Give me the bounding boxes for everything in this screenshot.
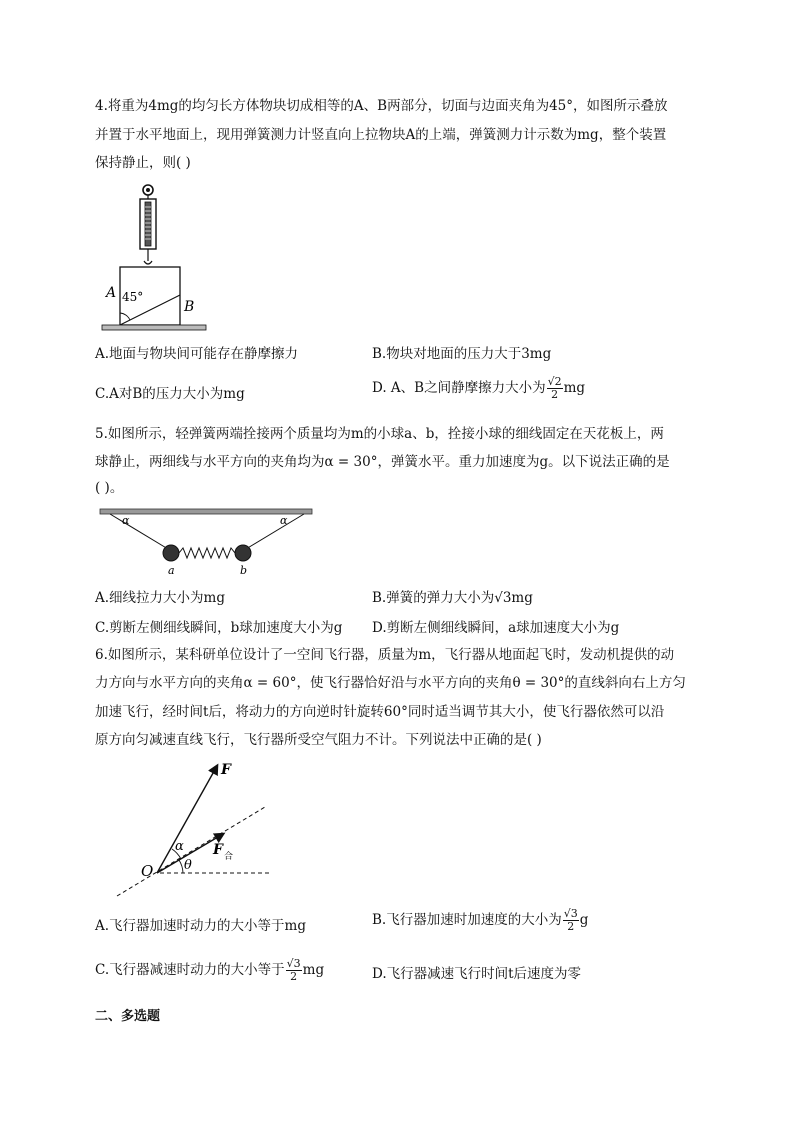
q4-option-d-suffix: mg (563, 380, 586, 396)
q6-option-b-prefix: B.飞行器加速时加速度的大小为 (372, 912, 562, 928)
q6-option-a[interactable]: A.飞行器加速时动力的大小等于mg (95, 918, 306, 934)
label-f-resultant: F (213, 842, 223, 858)
q4-option-d-prefix: D. A、B之间静摩擦力大小为 (372, 380, 546, 396)
q6-option-c-prefix: C.飞行器减速时动力的大小等于 (95, 962, 285, 978)
label-o: O (141, 862, 154, 880)
q4-option-a[interactable]: A.地面与物块间可能存在静摩擦力 (95, 346, 299, 362)
q6-stem-line2: 力方向与水平方向的夹角α = 60°，使飞行器恰好沿与水平方向的夹角θ = 30°的直线斜向右上方匀 (95, 675, 686, 691)
q6-option-b-suffix: g (579, 912, 589, 928)
q6-stem-line4: 原方向匀减速直线飞行，飞行器所受空气阻力不计。下列说法中正确的是( ) (95, 732, 542, 748)
label-b: B (184, 299, 195, 315)
label-f-resultant-sub: 合 (224, 852, 234, 862)
ball-b (235, 545, 251, 561)
q6-option-c-suffix: mg (302, 962, 325, 978)
label-alpha: α (175, 839, 184, 854)
q5-option-a[interactable]: A.细线拉力大小为mg (95, 590, 225, 606)
q5-stem-line2: 球静止，两细线与水平方向的夹角均为α = 30°，弹簧水平。重力加速度为g。以下说法正确的是 (95, 454, 670, 470)
q4-stem-line2: 并置于水平地面上，现用弹簧测力计竖直向上拉物块A的上端，弹簧测力计示数为mg，整个装置 (95, 127, 667, 143)
alpha-right: α (280, 514, 288, 527)
ground (102, 325, 206, 330)
fraction: $\frac{√2}{2}$ (547, 375, 562, 401)
q5-option-c[interactable]: C.剪断左侧细线瞬间，b球加速度大小为g (95, 620, 343, 636)
force-f-arrow (157, 766, 217, 873)
q6-stem-line1: 6.如图所示，某科研单位设计了一空间飞行器，质量为m，飞行器从地面起飞时，发动机提供的动 (95, 647, 675, 663)
q6-stem-line3: 加速飞行，经时间t后，将动力的方向逆时针旋转60°同时适当调节其大小，使飞行器依然可以沿 (95, 704, 665, 720)
q4-option-b[interactable]: B.物块对地面的压力大于3mg (372, 346, 552, 362)
q6-option-c[interactable] (95, 958, 324, 983)
q4-stem-line1: 4.将重为4mg的均匀长方体物块切成相等的A、B两部分，切面与边面夹角为45°，如图所示叠放 (95, 98, 668, 114)
q4-stem-line3: 保持静止，则( ) (95, 155, 191, 171)
q5-stem-line3: ( )。 (95, 480, 124, 496)
alpha-left: α (122, 514, 130, 527)
q5-option-b[interactable]: B.弹簧的弹力大小为√3mg (372, 590, 533, 606)
q6-figure-force-vectors (105, 752, 280, 902)
spring (179, 548, 235, 558)
label-theta: θ (184, 858, 192, 873)
fraction: $\frac{√3}{2}$ (286, 957, 301, 983)
q5-figure-spring-balls (98, 506, 316, 578)
ball-a-label: a (168, 564, 175, 577)
label-f: F (221, 762, 231, 778)
resultant-direction-line (117, 807, 265, 896)
q4-option-d[interactable] (372, 376, 585, 401)
label-a: A (106, 285, 117, 301)
q4-option-c[interactable]: C.A对B的压力大小为mg (95, 386, 245, 402)
q6-option-b[interactable] (372, 908, 588, 933)
section-heading: 二、多选题 (95, 1009, 161, 1024)
q5-stem-line1: 5.如图所示，轻弹簧两端拴接两个质量均为m的小球a、b，拴接小球的细线固定在天花板上，两 (95, 426, 664, 442)
q5-option-d[interactable]: D.剪断左侧细线瞬间，a球加速度大小为g (372, 620, 620, 636)
ball-a (163, 545, 179, 561)
q4-figure-spring-scale-blocks (100, 183, 210, 333)
q6-option-d[interactable]: D.飞行器减速飞行时间t后速度为零 (372, 966, 582, 982)
fraction: $\frac{√3}{2}$ (563, 907, 578, 933)
angle-label: 45° (122, 290, 144, 304)
ball-b-label: b (240, 564, 248, 577)
